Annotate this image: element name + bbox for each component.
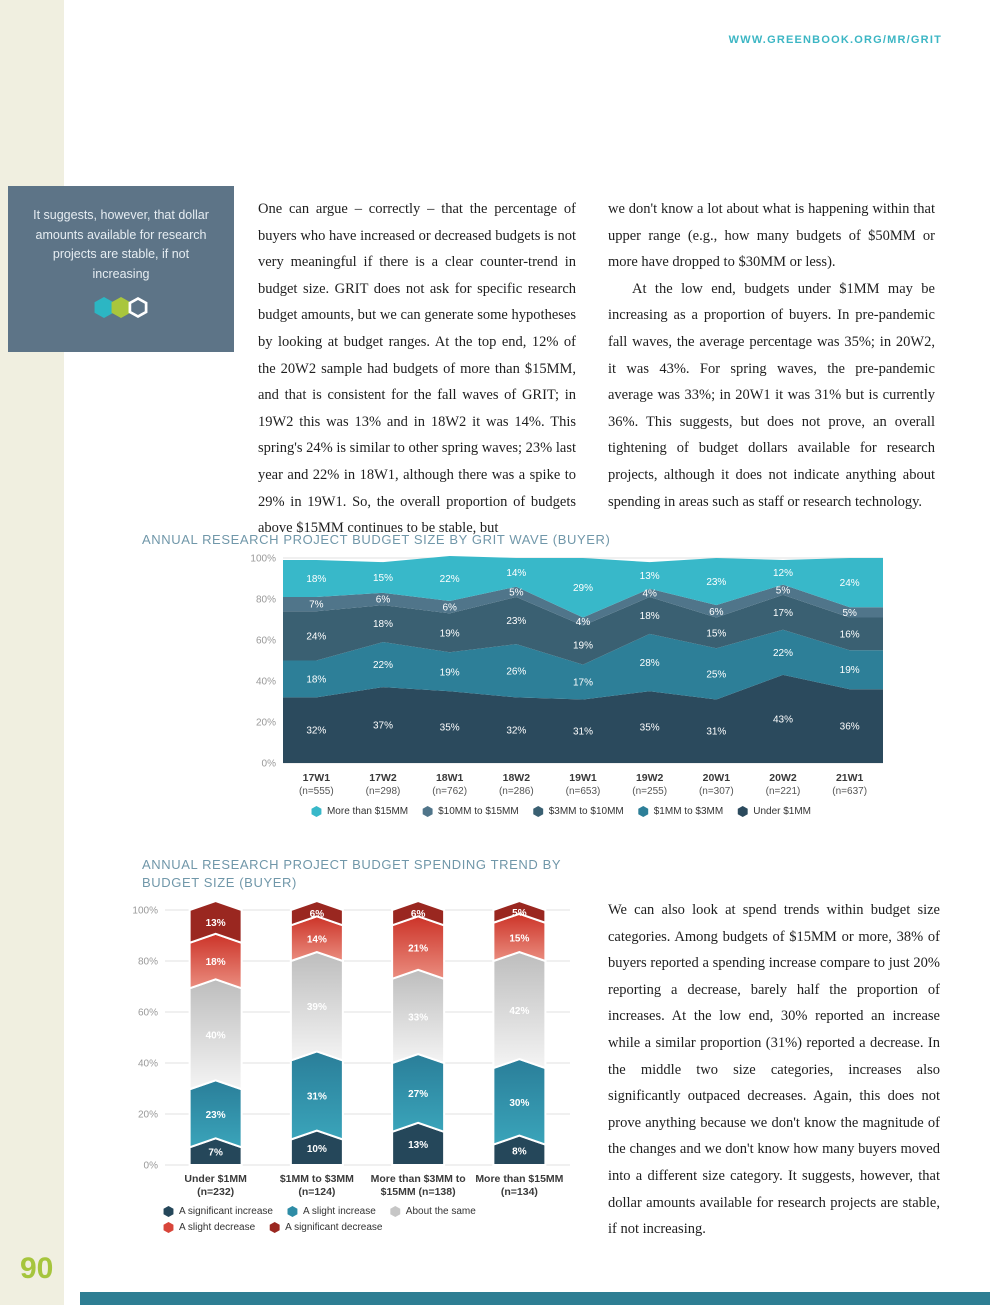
chart1-title: ANNUAL RESEARCH PROJECT BUDGET SIZE BY GRIT WAVE (BUYER) bbox=[142, 531, 611, 547]
svg-text:18%: 18% bbox=[639, 610, 660, 622]
svg-text:18W2: 18W2 bbox=[502, 772, 531, 784]
svg-text:30%: 30% bbox=[509, 1097, 530, 1109]
svg-text:18W1: 18W1 bbox=[435, 772, 464, 784]
legend-label: $1MM to $3MM bbox=[653, 806, 724, 817]
svg-text:20W2: 20W2 bbox=[769, 772, 797, 784]
legend-item bbox=[163, 1206, 273, 1217]
svg-text:5%: 5% bbox=[842, 607, 857, 619]
svg-text:40%: 40% bbox=[255, 676, 276, 688]
chart2-title: ANNUAL RESEARCH PROJECT BUDGET SPENDING TREND BY BUDGET SIZE (BUYER) bbox=[142, 856, 561, 890]
legend-marker-icon bbox=[638, 806, 649, 817]
svg-text:31%: 31% bbox=[572, 726, 594, 738]
paragraph: We can also look at spend trends within budget size categories. Among budgets of $15MM or more, 38% of buyers reported a spending increase compare to just 20% reporting a decrease, barely half the proportion of increases. At the low end, 30% reported an increase while a similar proportion (31%) reported a decrease. In the middle two size categories, increases also significantly outpaced decreases. Again, this does not prove anything because we don't know the magnitude of the changes and we don't know how many buyers moved into a different size category. It suggests, however, that dollar amounts available for research projects are stable, if not increasing. bbox=[608, 902, 940, 1238]
svg-text:(n=134): (n=134) bbox=[500, 1186, 538, 1198]
legend-label: A significant increase bbox=[179, 1206, 273, 1217]
hexagon-teal-icon bbox=[94, 297, 115, 318]
svg-text:22%: 22% bbox=[772, 647, 794, 659]
legend-item bbox=[422, 806, 519, 817]
svg-text:(n=298): (n=298) bbox=[365, 786, 401, 797]
budget-size-legend bbox=[238, 806, 898, 817]
spend-trend-legend-row2 bbox=[163, 1222, 593, 1233]
body-column-3 bbox=[608, 897, 940, 1243]
svg-text:24%: 24% bbox=[839, 578, 860, 590]
legend-item bbox=[638, 806, 723, 817]
legend-item bbox=[287, 1206, 376, 1217]
svg-text:23%: 23% bbox=[205, 1109, 226, 1121]
svg-text:20%: 20% bbox=[255, 717, 276, 729]
svg-text:43%: 43% bbox=[772, 714, 794, 726]
svg-text:More than $15MM: More than $15MM bbox=[475, 1173, 564, 1185]
svg-text:6%: 6% bbox=[375, 594, 391, 606]
svg-text:60%: 60% bbox=[255, 635, 276, 647]
legend-label: $3MM to $10MM bbox=[548, 806, 624, 817]
svg-text:18%: 18% bbox=[306, 574, 327, 585]
svg-text:5%: 5% bbox=[512, 907, 527, 919]
legend-item bbox=[390, 1206, 476, 1217]
svg-text:22%: 22% bbox=[439, 574, 460, 585]
site-url: WWW.GREENBOOK.ORG/MR/GRIT bbox=[728, 34, 942, 46]
svg-text:80%: 80% bbox=[255, 594, 276, 606]
svg-text:42%: 42% bbox=[509, 1006, 530, 1018]
legend-marker-icon bbox=[390, 1206, 401, 1217]
svg-text:8%: 8% bbox=[512, 1146, 527, 1158]
pull-quote-text: It suggests, however, that dollar amounts available for research projects are stable, if not increasing bbox=[33, 208, 209, 281]
svg-text:26%: 26% bbox=[506, 666, 527, 678]
svg-text:80%: 80% bbox=[137, 956, 158, 968]
svg-text:(n=307): (n=307) bbox=[698, 786, 734, 797]
legend-marker-icon bbox=[163, 1206, 174, 1217]
legend-marker-icon bbox=[287, 1206, 298, 1217]
svg-text:17%: 17% bbox=[772, 607, 794, 619]
svg-text:32%: 32% bbox=[506, 725, 527, 737]
paragraph: At the low end, budgets under $1MM may be increasing as a proportion of buyers. In pre-pandemic fall waves, the average percentage was 35%; in 20W2, it was 43%. For spring waves, the pre-pandemic average was 33%; in 20W1 it was 31% but is currently 36%. This suggests, but does not prove, an overall tightening of budget dollars available for research projects, although it does not indicate anything about spending in areas such as staff or research technology. bbox=[608, 280, 935, 510]
svg-text:27%: 27% bbox=[408, 1088, 429, 1100]
svg-text:13%: 13% bbox=[639, 570, 660, 582]
svg-text:16%: 16% bbox=[839, 629, 860, 641]
svg-text:(n=762): (n=762) bbox=[432, 786, 468, 797]
svg-text:4%: 4% bbox=[575, 617, 591, 629]
svg-text:37%: 37% bbox=[372, 720, 394, 732]
svg-text:14%: 14% bbox=[506, 567, 527, 579]
svg-text:7%: 7% bbox=[309, 599, 324, 611]
pull-quote-box bbox=[8, 186, 234, 352]
svg-text:29%: 29% bbox=[572, 583, 594, 595]
legend-label: Under $1MM bbox=[753, 806, 812, 817]
legend-marker-icon bbox=[533, 806, 544, 817]
legend-marker-icon bbox=[737, 806, 748, 817]
svg-text:32%: 32% bbox=[306, 725, 327, 737]
svg-text:(n=124): (n=124) bbox=[298, 1186, 336, 1198]
body-column-2 bbox=[608, 196, 935, 515]
svg-text:(n=653): (n=653) bbox=[565, 786, 601, 797]
svg-text:13%: 13% bbox=[408, 1139, 429, 1151]
svg-text:23%: 23% bbox=[706, 577, 727, 589]
svg-text:19W2: 19W2 bbox=[635, 772, 664, 784]
svg-text:20W1: 20W1 bbox=[702, 772, 731, 784]
svg-text:33%: 33% bbox=[408, 1012, 429, 1024]
svg-text:60%: 60% bbox=[137, 1007, 158, 1019]
legend-label: More than $15MM bbox=[326, 806, 409, 817]
budget-size-chart bbox=[238, 548, 898, 798]
spend-trend-legend-row1 bbox=[163, 1206, 593, 1217]
legend-item bbox=[163, 1222, 255, 1233]
svg-text:21W1: 21W1 bbox=[835, 772, 864, 784]
svg-text:15%: 15% bbox=[372, 572, 394, 584]
svg-text:18%: 18% bbox=[306, 674, 327, 686]
hexagon-outline-icon bbox=[128, 297, 149, 318]
svg-text:Under $1MM: Under $1MM bbox=[184, 1173, 247, 1185]
legend-label: A slight increase bbox=[302, 1206, 376, 1217]
svg-text:More than $3MM to: More than $3MM to bbox=[370, 1173, 466, 1185]
svg-text:5%: 5% bbox=[509, 587, 524, 599]
svg-text:12%: 12% bbox=[772, 567, 794, 579]
svg-text:$1MM to $3MM: $1MM to $3MM bbox=[279, 1173, 354, 1185]
legend-marker-icon bbox=[422, 806, 433, 817]
svg-text:35%: 35% bbox=[639, 722, 660, 734]
legend-marker-icon bbox=[311, 806, 322, 817]
legend-label: A significant decrease bbox=[285, 1222, 383, 1233]
svg-text:19%: 19% bbox=[572, 640, 594, 652]
svg-text:7%: 7% bbox=[208, 1147, 223, 1159]
svg-text:15%: 15% bbox=[509, 933, 530, 945]
paragraph: we don't know a lot about what is happening within that upper range (e.g., how many budgets of $50MM or more have dropped to $30MM or less). bbox=[608, 201, 935, 271]
legend-label: A slight decrease bbox=[179, 1222, 256, 1233]
svg-text:(n=232): (n=232) bbox=[197, 1186, 235, 1198]
svg-text:6%: 6% bbox=[410, 909, 426, 921]
svg-text:18%: 18% bbox=[205, 957, 226, 969]
spend-trend-chart-wrap bbox=[125, 898, 575, 1213]
svg-text:6%: 6% bbox=[442, 602, 457, 614]
svg-text:6%: 6% bbox=[709, 606, 724, 618]
legend-item bbox=[269, 1222, 382, 1233]
svg-text:4%: 4% bbox=[642, 588, 657, 600]
svg-text:100%: 100% bbox=[250, 553, 276, 565]
legend-item bbox=[737, 806, 811, 817]
svg-text:5%: 5% bbox=[775, 585, 791, 597]
legend-label: $10MM to $15MM bbox=[438, 806, 519, 817]
svg-text:40%: 40% bbox=[137, 1058, 158, 1070]
svg-text:25%: 25% bbox=[706, 669, 727, 681]
svg-text:23%: 23% bbox=[506, 616, 527, 628]
legend-marker-icon bbox=[269, 1222, 280, 1233]
svg-text:$15MM (n=138): $15MM (n=138) bbox=[380, 1186, 456, 1198]
svg-text:(n=555): (n=555) bbox=[298, 786, 334, 797]
svg-text:18%: 18% bbox=[372, 619, 394, 631]
svg-text:28%: 28% bbox=[639, 658, 660, 670]
svg-text:15%: 15% bbox=[706, 628, 727, 640]
svg-text:(n=637): (n=637) bbox=[832, 786, 868, 797]
svg-text:19%: 19% bbox=[439, 667, 460, 679]
svg-text:40%: 40% bbox=[205, 1030, 226, 1042]
svg-text:31%: 31% bbox=[706, 726, 727, 738]
svg-text:31%: 31% bbox=[306, 1091, 327, 1103]
paragraph: One can argue – correctly – that the percentage of buyers who have increased or decreased budgets is not very meaningful if there is a clear counter-trend in budget size. GRIT does not ask for specific research budget amounts, but we can generate some hypotheses by looking at budget ranges. At the top end, 12% of the 20W2 sample had budgets of more than $15MM, and that is consistent for the fall waves of GRIT; in 19W2 this was 13% and in 18W2 it was 14%. This spring's 24% is similar to other spring waves; 23% last year and 22% in 18W1, although there was a spike to 29% in 19W1. So, the overall proportion of budgets above $15MM continues to be stable, but bbox=[258, 201, 576, 537]
svg-text:17W1: 17W1 bbox=[302, 772, 331, 784]
hexagon-decoration bbox=[24, 297, 218, 318]
body-column-1 bbox=[258, 196, 576, 542]
svg-text:19%: 19% bbox=[839, 665, 860, 677]
page-number: 90 bbox=[20, 1252, 54, 1285]
svg-text:22%: 22% bbox=[372, 660, 394, 672]
spend-trend-legend bbox=[163, 1206, 593, 1233]
svg-text:19W1: 19W1 bbox=[569, 772, 597, 784]
svg-text:(n=286): (n=286) bbox=[498, 786, 534, 797]
svg-text:14%: 14% bbox=[306, 934, 327, 946]
svg-text:20%: 20% bbox=[137, 1109, 158, 1121]
hexagon-green-icon bbox=[111, 297, 132, 318]
svg-text:(n=221): (n=221) bbox=[765, 786, 801, 797]
spend-trend-chart bbox=[125, 898, 575, 1208]
svg-text:17%: 17% bbox=[572, 677, 594, 689]
svg-text:21%: 21% bbox=[408, 943, 429, 955]
svg-text:(n=255): (n=255) bbox=[632, 786, 668, 797]
footer-bar bbox=[80, 1292, 990, 1305]
budget-size-chart-wrap bbox=[238, 548, 898, 803]
svg-text:35%: 35% bbox=[439, 722, 460, 734]
svg-text:100%: 100% bbox=[132, 905, 158, 917]
legend-item bbox=[311, 806, 408, 817]
svg-text:13%: 13% bbox=[205, 917, 226, 929]
svg-text:19%: 19% bbox=[439, 628, 460, 640]
svg-text:24%: 24% bbox=[306, 631, 327, 643]
legend-label: About the same bbox=[405, 1206, 476, 1217]
svg-text:39%: 39% bbox=[306, 1002, 327, 1014]
svg-text:0%: 0% bbox=[261, 758, 276, 770]
legend-marker-icon bbox=[163, 1222, 174, 1233]
svg-text:0%: 0% bbox=[143, 1160, 158, 1172]
svg-text:10%: 10% bbox=[306, 1143, 327, 1155]
svg-text:6%: 6% bbox=[309, 909, 325, 921]
legend-item bbox=[533, 806, 624, 817]
svg-text:36%: 36% bbox=[839, 721, 860, 733]
svg-text:17W2: 17W2 bbox=[369, 772, 397, 784]
